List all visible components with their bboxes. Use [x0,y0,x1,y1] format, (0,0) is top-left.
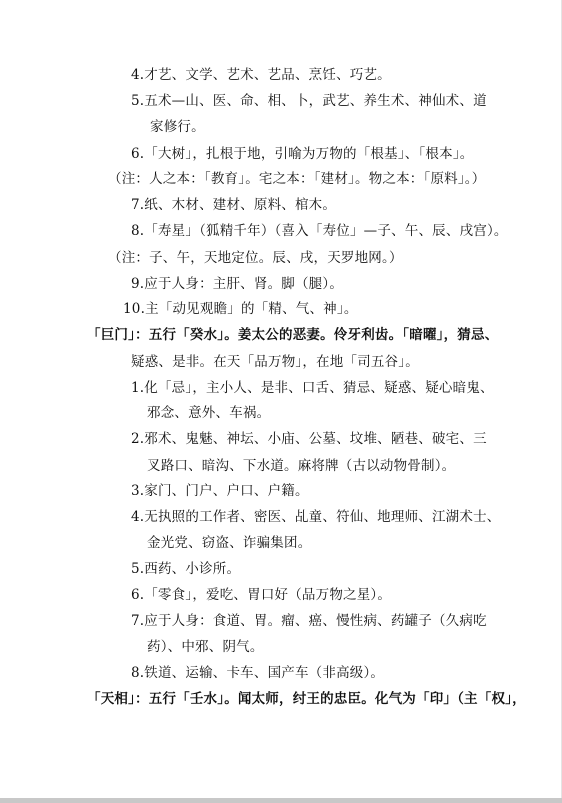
text-line: 金光党、窃盗、诈骗集团。 [147,535,312,551]
section-heading-tianxiang: 「天相」：五行「壬水」。闻太师，纣王的忠臣。化气为「印」（主「权」， [87,691,526,707]
text-line: 8.铁道、运输、卡车、国产车（非高级）。 [131,665,385,681]
text-line: 家修行。 [150,119,205,135]
annotation-line: （注：子、午，天地定位。辰、戌，天罗地网。） [108,250,403,266]
text-line: 1.化「忌」，主小人、是非、口舌、猜忌、疑惑、疑心暗鬼、 [131,380,494,396]
annotation-line: （注：人之本：「教育」。宅之本：「建材」。物之本：「原料」。） [108,171,486,187]
text-line: 7.应于人身：食道、胃。瘤、癌、慢性病、药罐子（久病吃 [131,613,487,629]
text-line: 6.「零食」，爱吃、胃口好（品万物之星）。 [131,587,392,603]
text-line: 3.家门、门户、户口、户籍。 [131,483,309,499]
text-line: 7.纸、木材、建材、原料、棺木。 [131,197,337,213]
text-line: 4.无执照的工作者、密医、乩童、符仙、地理师、江湖术士、 [131,509,501,525]
text-line: 5.五术—山、医、命、相、卜，武艺、养生术、神仙术、道 [131,93,487,109]
section-heading-jumen: 「巨门」：五行「癸水」。姜太公的恶妻。伶牙利齿。「暗曜」，猜忌、 [87,327,499,343]
text-line: 4.才艺、文学、艺术、艺品、烹饪、巧艺。 [131,67,391,83]
text-line: 10.主「动见观瞻」的「精、气、神」。 [123,301,358,317]
text-line: 8.「寿星」（狐精千年）（喜入「寿位」—子、午、辰、戌宫）。 [131,223,508,239]
bottom-scroll-edge [0,798,562,803]
text-line: 药）、中邪、阴气。 [147,639,264,655]
text-line: 9.应于人身：主肝、肾。脚（腿）。 [131,276,344,292]
text-line: 叉路口、暗沟、下水道。麻将牌（古以动物骨制）。 [147,458,456,474]
text-line: 2.邪术、鬼魅、神坛、小庙、公墓、坟堆、陋巷、破宅、三 [131,431,487,447]
text-line: 邪念、意外、车祸。 [147,405,271,421]
text-line: 疑惑、是非。在天「品万物」，在地「司五谷」。 [131,354,419,370]
text-line: 5.西药、小诊所。 [131,561,241,577]
text-line: 6.「大树」，扎根于地，引喻为万物的「根基」、「根本」。 [131,146,474,162]
